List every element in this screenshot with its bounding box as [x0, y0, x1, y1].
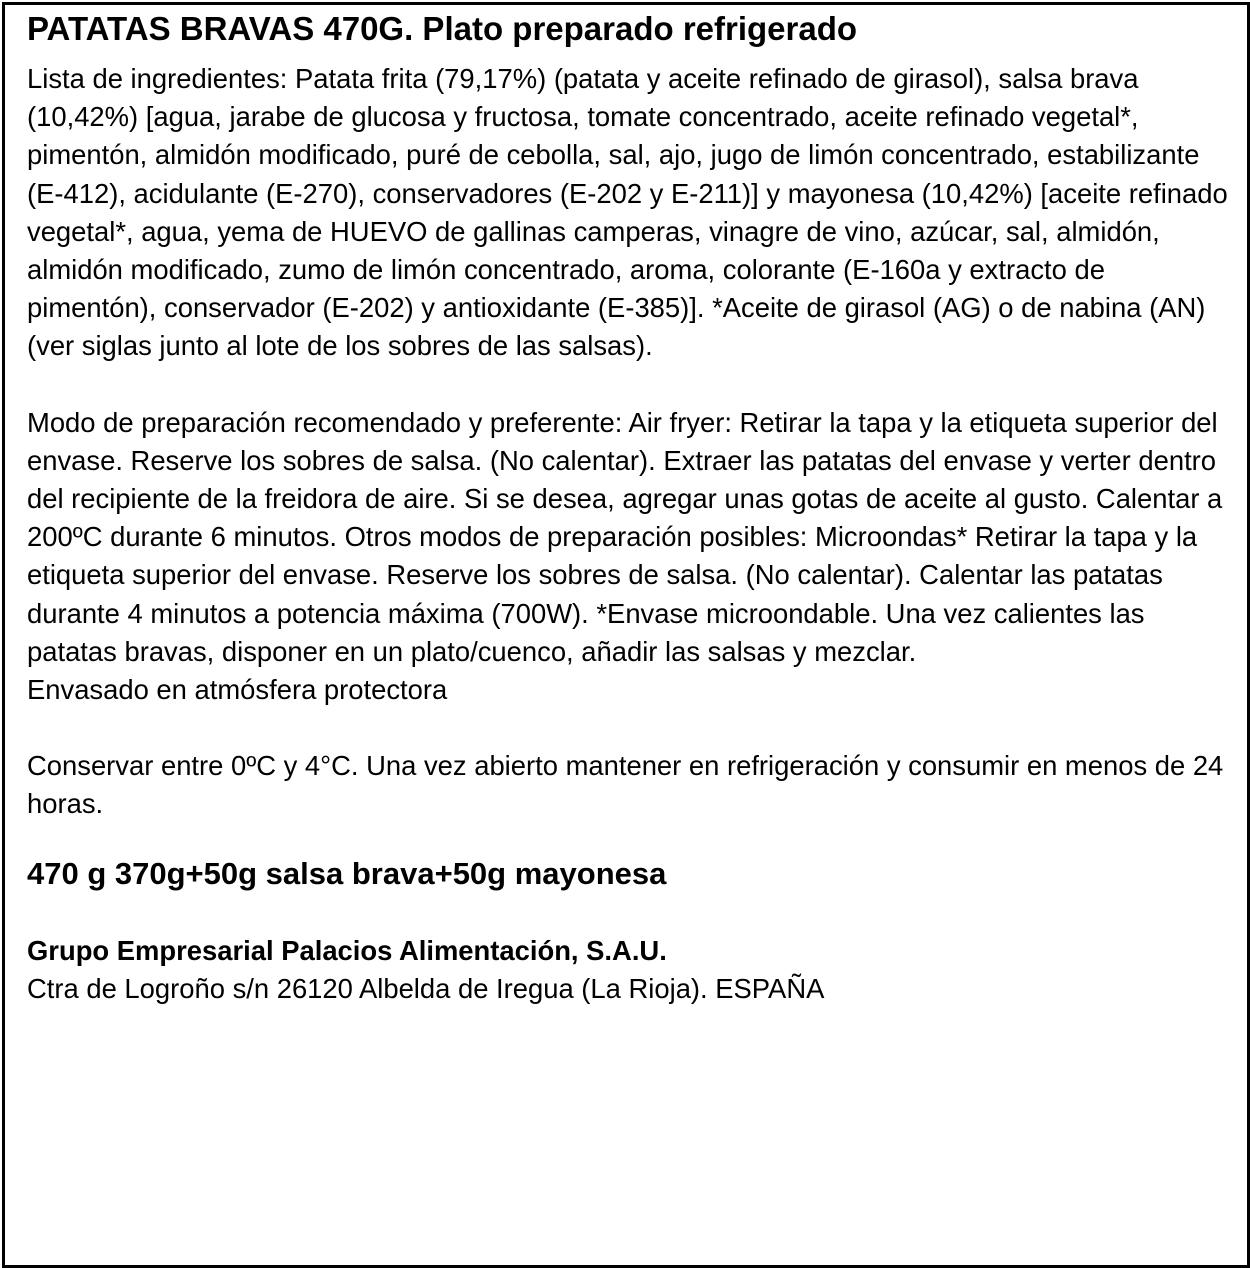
product-label-content: [27, 9, 1232, 1008]
storage-instructions: Conservar entre 0ºC y 4°C. Una vez abierto mantener en refrigeración y consumir en menos de 24 horas.: [27, 750, 1224, 820]
manufacturer-address: Ctra de Logroño s/n 26120 Albelda de Iregua (La Rioja). ESPAÑA: [27, 972, 825, 1004]
manufacturer-name: Grupo Empresarial Palacios Alimentación, S.A.U.: [27, 934, 667, 966]
net-weight: 470 g 370g+50g salsa brava+50g mayonesa: [27, 855, 667, 891]
preparation-instructions: Modo de preparación recomendado y preferente: Air fryer: Retirar la tapa y la etiqueta superior del envase. Reserve los sobres de salsa. (No calentar). Extraer las patatas del envase y verter dentro del recipiente de la freidora de aire. Si se desea, agregar unas gotas de aceite al gusto. Calentar a 200ºC durante 6 minutos. Otros modos de preparación posibles: Microondas* Retirar la tapa y la etiqueta superior del envase. Reserve los sobres de salsa. (No calentar). Calentar las patatas durante 4 minutos a potencia máxima (700W). *Envase microondable. Una vez calientes las patatas bravas, disponer en un plato/cuenco, añadir las salsas y mezclar.: [27, 406, 1223, 667]
product-label-frame: [2, 2, 1250, 1268]
product-title: PATATAS BRAVAS 470G. Plato preparado refrigerado: [27, 10, 858, 47]
ingredients-list: Lista de ingredientes: Patata frita (79,17%) (patata y aceite refinado de girasol), salsa brava (10,42%) [agua, jarabe de glucosa y fructosa, tomate concentrado, aceite refinado vegetal*, pimentón, almidón modificado, puré de cebolla, sal, ajo, jugo de limón concentrado, estabilizante (E-412), acidulante (E-270), conservadores (E-202 y E-211)] y mayonesa (10,42%) [aceite refinado vegetal*, agua, yema de HUEVO de gallinas camperas, vinagre de vino, azúcar, sal, almidón, almidón modificado, zumo de limón concentrado, aroma, colorante (E-160a y extracto de pimentón), conservador (E-202) y antioxidante (E-385)]. *Aceite de girasol (AG) o de nabina (AN) (ver siglas junto al lote de los sobres de las salsas).: [27, 63, 1228, 362]
packaging-note: Envasado en atmósfera protectora: [27, 674, 448, 706]
